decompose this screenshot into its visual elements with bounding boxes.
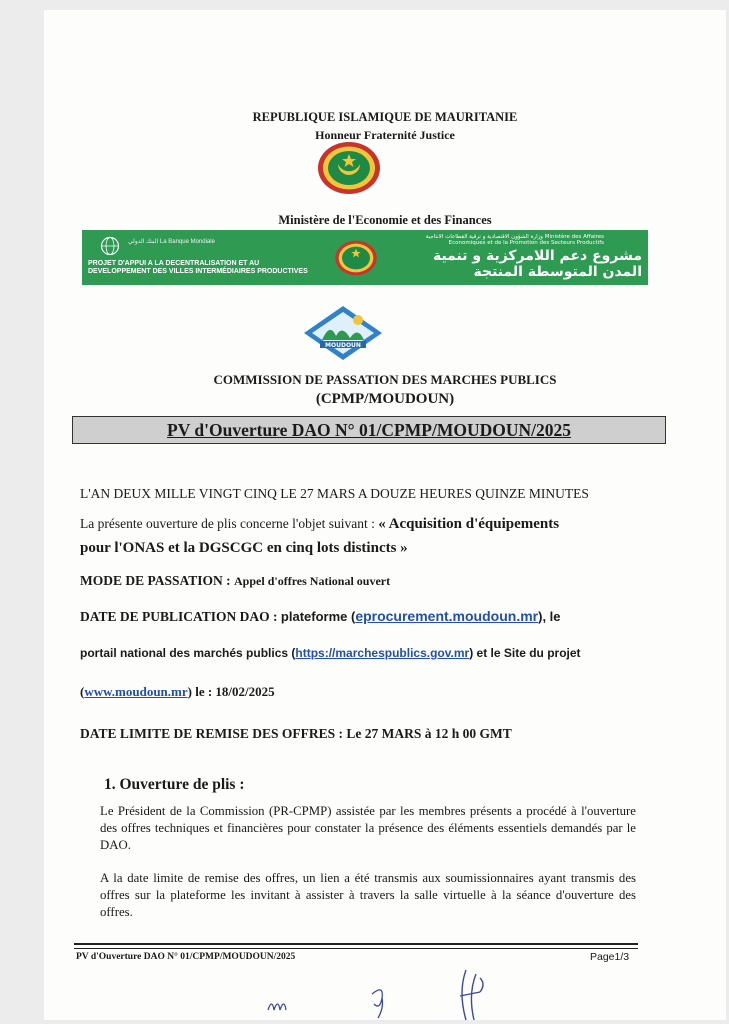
- banner-project-ar: مشروع دعم اللامركزية و تنمية المدن المتوسطة المنتجة: [432, 248, 642, 280]
- mauritania-seal-icon: [316, 140, 382, 196]
- section-1-paragraph-1: Le Président de la Commission (PR-CPMP) assistée par les membres présents a procédé à l'ouverture des offres techniques et financières pour constater la présence des éléments essentiels demandés par le DAO.: [100, 804, 636, 852]
- publication-date: ) le : 18/02/2025: [187, 684, 275, 699]
- world-bank-globe-icon: [98, 236, 122, 256]
- project-banner: [82, 230, 648, 285]
- object-intro: La présente ouverture de plis concerne l'objet suivant :: [80, 516, 379, 531]
- eprocurement-link[interactable]: eprocurement.moudoun.mr: [355, 608, 539, 624]
- object-title-part2: pour l'ONAS et la DGSCGC en cinq lots distincts »: [80, 540, 408, 556]
- commission-acronym: (CPMP/MOUDOUN): [315, 391, 455, 407]
- object-title-part1: « Acquisition d'équipements: [378, 516, 560, 532]
- publication-text-end: ), le: [538, 609, 561, 624]
- banner-seal-icon: [334, 239, 378, 277]
- deadline-line: DATE LIMITE DE REMISE DES OFFRES : Le 27 MARS à 12 h 00 GMT: [80, 726, 512, 741]
- commission-name: COMMISSION DE PASSATION DES MARCHES PUBLICS: [213, 372, 557, 387]
- section-1-heading: 1. Ouverture de plis :: [104, 776, 245, 793]
- mode-label: MODE DE PASSATION :: [80, 573, 235, 588]
- portal-text: portail national des marchés publics (: [80, 646, 296, 660]
- document-title: PV d'Ouverture DAO N° 01/CPMP/MOUDOUN/2025: [167, 419, 571, 440]
- banner-right-block: [412, 234, 642, 280]
- ministry-heading: Ministère de l'Economie et des Finances: [278, 213, 492, 227]
- paren-open: (: [80, 684, 85, 699]
- footer-page-number: Page1/3: [590, 951, 630, 963]
- publication-label: DATE DE PUBLICATION DAO :: [80, 609, 281, 624]
- banner-ministry-ar: وزارة الشؤون الاقتصادية و ترقية القطاعات الانتاجية Ministère des Affaires Economiques et de la Promotion des Secteurs Productifs: [425, 234, 604, 246]
- publication-line-3: [80, 684, 706, 700]
- moudoun-logo-icon: [300, 300, 386, 366]
- mode-line: [80, 573, 706, 589]
- portal-text-end: ) et le Site du projet: [469, 646, 581, 660]
- section-1-paragraph-2: A la date limite de remise des offres, un lien a été transmis aux soumissionnaires ayant transmis des offres sur la plateforme les invitant à assister à travers la salle virtuelle à la séance d'ouverture des offres.: [100, 871, 636, 919]
- national-motto: Honneur Fraternité Justice: [315, 128, 455, 142]
- publication-line-1: [80, 608, 706, 625]
- marchespublics-link[interactable]: https://marchespublics.gov.mr: [295, 646, 470, 660]
- mode-value: Appel d'offres National ouvert: [234, 574, 391, 588]
- document-page: [44, 10, 726, 1020]
- moudoun-logo-text: MOUDOUN: [325, 342, 361, 349]
- document-title-box: [72, 416, 666, 444]
- republic-heading: REPUBLIQUE ISLAMIQUE DE MAURITANIE: [252, 110, 518, 124]
- initials-signatures: [254, 964, 514, 1024]
- moudoun-site-link[interactable]: www.moudoun.mr: [84, 684, 188, 699]
- world-bank-label: البنك الدولي La Banque Mondiale: [128, 239, 215, 245]
- footer-rule: [74, 943, 638, 949]
- publication-line-2: [80, 646, 706, 660]
- date-line: L'AN DEUX MILLE VINGT CINQ LE 27 MARS A DOUZE HEURES QUINZE MINUTES: [80, 486, 589, 501]
- footer-reference: PV d'Ouverture DAO N° 01/CPMP/MOUDOUN/2025: [76, 952, 296, 962]
- object-line-1: [80, 516, 706, 533]
- banner-project-fr: PROJET D'APPUI A LA DECENTRALISATION ET AU DEVELOPPEMENT DES VILLES INTERMÉDIAIRES PRODUCTIVES: [88, 260, 308, 275]
- publication-text: plateforme (: [280, 609, 356, 624]
